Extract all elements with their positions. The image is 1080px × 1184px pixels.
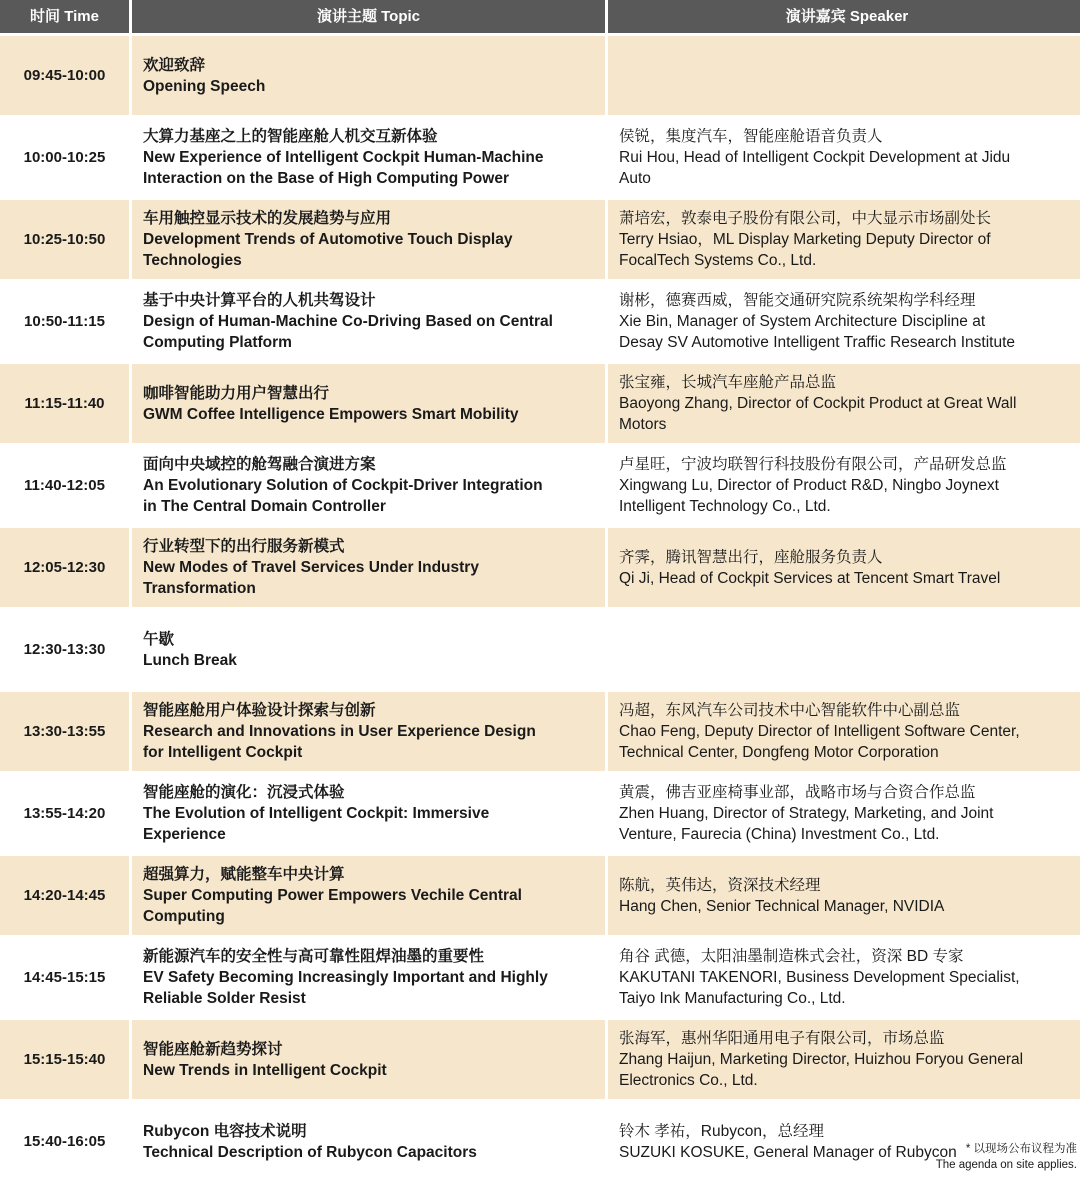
topic-zh: 面向中央域控的舱驾融合演进方案 xyxy=(143,456,376,473)
footnote-en: The agenda on site applies. xyxy=(935,1159,1077,1171)
speaker-cell xyxy=(608,938,1080,1017)
topic-cell xyxy=(132,364,605,443)
speaker-line: Intelligent Technology Co., Ltd. xyxy=(619,498,831,515)
topic-en-line: An Evolutionary Solution of Cockpit-Driver Integration xyxy=(143,477,543,494)
topic-cell xyxy=(132,528,605,607)
speaker-line: 卢星旺，宁波均联智行科技股份有限公司，产品研发总监 xyxy=(619,456,1007,473)
speaker-cell xyxy=(608,774,1080,853)
time-cell: 14:20-14:45 xyxy=(0,856,129,935)
topic-cell xyxy=(132,200,605,279)
topic-en-line: Research and Innovations in User Experience Design xyxy=(143,723,536,740)
speaker-line: Zhang Haijun, Marketing Director, Huizhou Foryou General xyxy=(619,1051,1024,1068)
topic-en-line: Technical Description of Rubycon Capacitors xyxy=(143,1143,477,1161)
speaker-cell xyxy=(608,36,1080,115)
topic-cell xyxy=(132,610,605,689)
footnote xyxy=(936,1141,1077,1173)
speaker-line: Rui Hou, Head of Intelligent Cockpit Development at Jidu xyxy=(619,149,1011,166)
time-cell: 11:40-12:05 xyxy=(0,446,129,525)
topic-zh: 行业转型下的出行服务新模式 xyxy=(143,538,345,555)
speaker-line: Venture, Faurecia (China) Investment Co., Ltd. xyxy=(619,826,940,843)
topic-zh: 超强算力，赋能整车中央计算 xyxy=(143,866,345,883)
topic-en-line: Opening Speech xyxy=(143,77,266,95)
topic-en-line: EV Safety Becoming Increasingly Important and Highly xyxy=(143,969,548,986)
topic-en-line: Lunch Break xyxy=(143,651,237,669)
speaker-line: 铃木 孝祐，Rubycon，总经理 xyxy=(619,1122,824,1140)
speaker-line: Hang Chen, Senior Technical Manager, NVIDIA xyxy=(619,897,945,915)
topic-en-line: Experience xyxy=(143,826,226,843)
time-cell: 15:15-15:40 xyxy=(0,1020,129,1099)
time-cell: 14:45-15:15 xyxy=(0,938,129,1017)
speaker-cell xyxy=(608,364,1080,443)
time-cell: 12:05-12:30 xyxy=(0,528,129,607)
topic-en-line: for Intelligent Cockpit xyxy=(143,744,303,761)
speaker-line: KAKUTANI TAKENORI, Business Development Specialist, xyxy=(619,969,1020,986)
speaker-line: 侯锐，集度汽车，智能座舱语音负责人 xyxy=(619,128,883,145)
topic-cell xyxy=(132,1102,605,1181)
speaker-line: 张宝雍，长城汽车座舱产品总监 xyxy=(619,374,837,391)
time-cell: 15:40-16:05 xyxy=(0,1102,129,1181)
topic-cell xyxy=(132,282,605,361)
topic-zh: 咖啡智能助力用户智慧出行 xyxy=(143,384,330,402)
topic-zh: Rubycon 电容技术说明 xyxy=(143,1122,307,1140)
topic-cell xyxy=(132,1020,605,1099)
header-time: 时间 Time xyxy=(0,0,129,33)
topic-en-line: New Trends in Intelligent Cockpit xyxy=(143,1061,387,1079)
topic-en-line: Reliable Solder Resist xyxy=(143,990,306,1007)
speaker-cell xyxy=(608,282,1080,361)
speaker-cell xyxy=(608,200,1080,279)
speaker-line: 谢彬，德赛西威，智能交通研究院系统架构学科经理 xyxy=(619,292,976,309)
time-cell: 11:15-11:40 xyxy=(0,364,129,443)
topic-en-line: Super Computing Power Empowers Vechile Central xyxy=(143,887,522,904)
speaker-line: SUZUKI KOSUKE, General Manager of Rubycon xyxy=(619,1143,957,1161)
speaker-cell xyxy=(608,610,1080,689)
speaker-line: Motors xyxy=(619,416,667,433)
speaker-line: Auto xyxy=(619,170,651,187)
topic-zh: 车用触控显示技术的发展趋势与应用 xyxy=(143,210,392,227)
topic-zh: 新能源汽车的安全性与高可靠性阻焊油墨的重要性 xyxy=(143,948,485,965)
time-cell: 12:30-13:30 xyxy=(0,610,129,689)
topic-zh: 午歇 xyxy=(143,630,175,648)
time-cell: 10:50-11:15 xyxy=(0,282,129,361)
time-cell: 10:25-10:50 xyxy=(0,200,129,279)
speaker-line: Qi Ji, Head of Cockpit Services at Tencent Smart Travel xyxy=(619,569,1001,587)
topic-cell xyxy=(132,118,605,197)
speaker-cell xyxy=(608,692,1080,771)
topic-cell xyxy=(132,774,605,853)
speaker-cell xyxy=(608,1020,1080,1099)
topic-zh: 智能座舱的演化：沉浸式体验 xyxy=(143,784,345,801)
footnote-zh: * 以现场公布议程为准 xyxy=(965,1143,1077,1155)
speaker-line: Chao Feng, Deputy Director of Intelligent Software Center, xyxy=(619,723,1020,740)
topic-zh: 基于中央计算平台的人机共驾设计 xyxy=(143,292,376,309)
header-speaker: 演讲嘉宾 Speaker xyxy=(608,0,1080,33)
time-cell: 09:45-10:00 xyxy=(0,36,129,115)
topic-en-line: Transformation xyxy=(143,580,256,597)
speaker-line: Zhen Huang, Director of Strategy, Marketing, and Joint xyxy=(619,805,994,822)
speaker-line: 张海军，惠州华阳通用电子有限公司，市场总监 xyxy=(619,1030,945,1047)
speaker-line: 角谷 武德，太阳油墨制造株式会社，资深 BD 专家 xyxy=(619,948,964,965)
topic-en-line: The Evolution of Intelligent Cockpit: Immersive xyxy=(143,805,490,822)
topic-en-line: Design of Human-Machine Co-Driving Based on Central xyxy=(143,313,553,330)
time-cell: 13:30-13:55 xyxy=(0,692,129,771)
topic-en-line: Interaction on the Base of High Computing Power xyxy=(143,170,509,187)
speaker-line: Xie Bin, Manager of System Architecture Discipline at xyxy=(619,313,986,330)
speaker-line: 齐霁，腾讯智慧出行，座舱服务负责人 xyxy=(619,548,883,566)
speaker-line: 陈航，英伟达，资深技术经理 xyxy=(619,876,821,894)
speaker-line: Technical Center, Dongfeng Motor Corporation xyxy=(619,744,939,761)
topic-en-line: Development Trends of Automotive Touch Display xyxy=(143,231,513,248)
speaker-cell xyxy=(608,856,1080,935)
speaker-cell xyxy=(608,446,1080,525)
speaker-line: Taiyo Ink Manufacturing Co., Ltd. xyxy=(619,990,846,1007)
speaker-line: Electronics Co., Ltd. xyxy=(619,1072,758,1089)
topic-cell xyxy=(132,36,605,115)
topic-cell xyxy=(132,692,605,771)
topic-en-line: GWM Coffee Intelligence Empowers Smart Mobility xyxy=(143,405,519,423)
speaker-line: 冯超，东风汽车公司技术中心智能软件中心副总监 xyxy=(619,702,961,719)
topic-cell xyxy=(132,938,605,1017)
speaker-line: FocalTech Systems Co., Ltd. xyxy=(619,252,817,269)
topic-zh: 智能座舱新趋势探讨 xyxy=(143,1040,283,1058)
time-cell: 10:00-10:25 xyxy=(0,118,129,197)
speaker-cell xyxy=(608,528,1080,607)
topic-en-line: Computing Platform xyxy=(143,334,292,351)
topic-cell xyxy=(132,856,605,935)
topic-en-line: New Experience of Intelligent Cockpit Human-Machine xyxy=(143,149,544,166)
topic-en-line: New Modes of Travel Services Under Industry xyxy=(143,559,479,576)
time-cell: 13:55-14:20 xyxy=(0,774,129,853)
topic-zh: 欢迎致辞 xyxy=(143,56,206,74)
topic-en-line: Computing xyxy=(143,908,225,925)
speaker-line: Baoyong Zhang, Director of Cockpit Product at Great Wall xyxy=(619,395,1017,412)
speaker-line: 萧培宏，敦泰电子股份有限公司，中大显示市场副处长 xyxy=(619,210,992,227)
speaker-cell xyxy=(608,118,1080,197)
topic-en-line: in The Central Domain Controller xyxy=(143,498,386,515)
topic-cell xyxy=(132,446,605,525)
speaker-line: 黄震，佛吉亚座椅事业部，战略市场与合资合作总监 xyxy=(619,784,976,801)
header-topic: 演讲主题 Topic xyxy=(132,0,605,33)
speaker-line: Desay SV Automotive Intelligent Traffic Research Institute xyxy=(619,334,1016,351)
speaker-line: Terry Hsiao，ML Display Marketing Deputy Director of xyxy=(619,231,991,248)
topic-zh: 智能座舱用户体验设计探索与创新 xyxy=(143,702,376,719)
speaker-line: Xingwang Lu, Director of Product R&D, Ningbo Joynext xyxy=(619,477,999,494)
topic-en-line: Technologies xyxy=(143,252,242,269)
topic-zh: 大算力基座之上的智能座舱人机交互新体验 xyxy=(143,128,438,145)
